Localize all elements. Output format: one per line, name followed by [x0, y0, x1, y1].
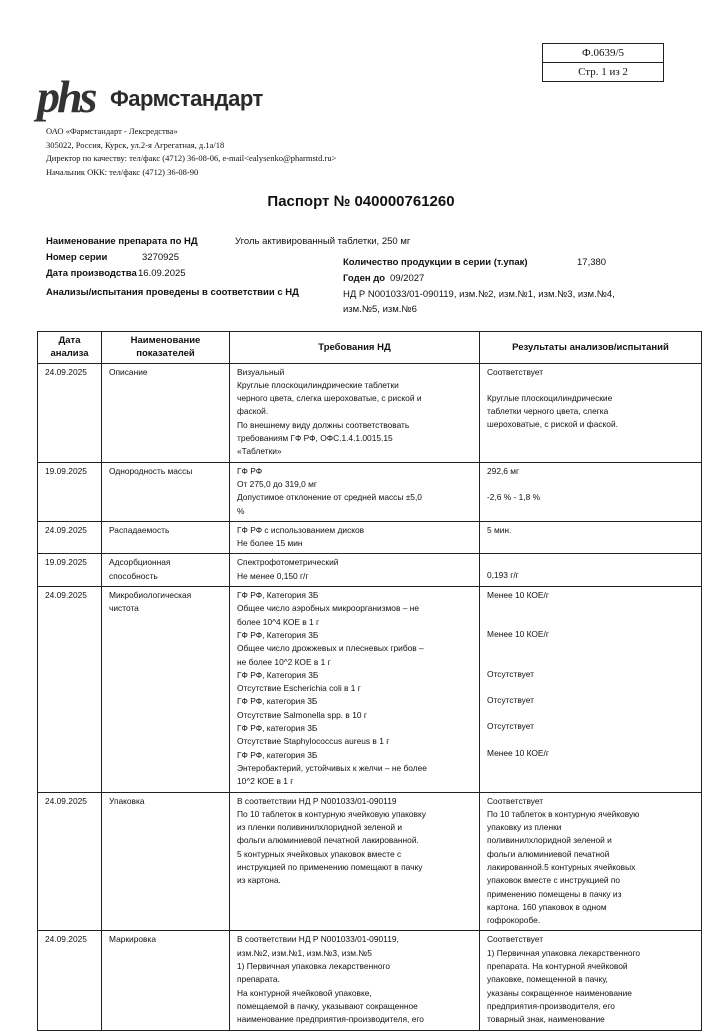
cell-line: изм.№2, изм.№1, изм.№3, изм.№5: [237, 947, 372, 958]
logo-mark: phs: [37, 71, 95, 122]
cell-line: из пленки поливинилхлоридной зеленой и: [237, 822, 403, 833]
table-header-row: [38, 332, 702, 364]
cell-line: Упаковка: [109, 795, 145, 806]
cell-line: -2,6 % - 1,8 %: [487, 491, 541, 502]
cell-requirements: [230, 462, 480, 521]
cell-line: картона. 160 упаковок в одном: [487, 901, 607, 912]
series-value: 3270925: [142, 252, 179, 263]
cell-results: [480, 521, 702, 554]
cell-line: «Таблетки»: [237, 446, 282, 457]
cell-line: В соответствии НД Р N001033/01-090119: [237, 795, 397, 806]
cell-line: Микробиологическая: [109, 590, 192, 601]
cell-line: В соответствии НД Р N001033/01-090119,: [237, 934, 399, 945]
cell-line: Описание: [109, 366, 148, 377]
cell-line: Соответствует: [487, 795, 544, 806]
cell-indicator: [102, 554, 230, 587]
company-address-block: [46, 125, 336, 179]
logo-name: Фармстандарт: [110, 86, 263, 111]
form-code: Ф.0639/5: [582, 47, 624, 59]
cell-line: [487, 734, 697, 747]
cell-line: черного цвета, слегка шероховатые, с риской и: [237, 393, 422, 404]
cell-line: препарата.: [237, 974, 280, 985]
cell-indicator: [102, 792, 230, 931]
cell-date: [38, 587, 102, 792]
cell-line: Менее 10 КОЕ/г: [487, 629, 549, 640]
quality-director-contact: Директор по качеству: тел/факс (4712) 36-08-06, e-mail<ealysenko@pharmstd.ru>: [46, 153, 337, 163]
cell-line: Круглые плоскоцилиндрические: [487, 392, 613, 403]
table-row: [38, 363, 702, 462]
cell-line: чистота: [109, 603, 139, 614]
cell-indicator: [102, 931, 230, 1030]
cell-line: применению помещены в пачку из: [487, 888, 622, 899]
header-results: Результаты анализов/испытаний: [480, 332, 702, 364]
cell-line: Отсутствует: [487, 694, 534, 705]
cell-line: помещаемой в пачку, указывают сокращенное: [237, 1000, 418, 1011]
cell-line: %: [237, 505, 245, 516]
cell-results: [480, 792, 702, 931]
cell-line: [487, 707, 697, 720]
nd-value-line-1: НД Р N001033/01-090119, изм.№2, изм.№1, изм.№3, изм.№4,: [343, 289, 615, 300]
cell-line: наименование предприятия-производителя, его: [237, 1014, 424, 1025]
cell-line: Соответствует: [487, 366, 544, 377]
cell-line: лакированной.5 контурных ячейковых: [487, 861, 636, 872]
cell-line: [487, 642, 697, 655]
nd-label: Анализы/испытания проведены в соответствии с НД: [46, 287, 299, 298]
cell-line: 24.09.2025: [45, 590, 87, 601]
cell-line: По внешнему виду должны соответствовать: [237, 419, 410, 430]
cell-line: [487, 615, 697, 628]
cell-date: [38, 363, 102, 462]
cell-line: 292,6 мг: [487, 465, 520, 476]
expiry-label: Годен до: [343, 273, 386, 284]
table-row: [38, 587, 702, 792]
company-address: 305022, Россия, Курск, ул.2-я Агрегатная, д.1а/18: [46, 139, 225, 150]
cell-line: Общее число аэробных микроорганизмов – не: [237, 603, 420, 614]
cell-line: указаны сокращенное наименование: [487, 987, 632, 998]
cell-line: Энтеробактерий, устойчивых к желчи – не более: [237, 762, 427, 773]
cell-line: Отсутствует: [487, 721, 534, 732]
cell-line: Отсутствие Staphylococcus aureus в 1 г: [237, 736, 390, 747]
production-date-label: Дата производства: [46, 268, 137, 279]
passport-title: Паспорт № 040000761260: [267, 193, 455, 210]
cell-line: препарата. На контурной ячейковой: [487, 961, 628, 972]
cell-line: из картона.: [237, 875, 281, 886]
cell-line: упаковок вместе с инструкцией по: [487, 875, 621, 886]
cell-indicator: [102, 587, 230, 792]
table-row: [38, 931, 702, 1030]
cell-line: ГФ РФ, Категория 3Б: [237, 629, 319, 640]
cell-line: 1) Первичная упаковка лекарственного: [237, 961, 391, 972]
cell-line: Визуальный: [237, 366, 285, 377]
cell-indicator: [102, 462, 230, 521]
page-number: Стр. 1 из 2: [543, 62, 663, 81]
cell-line: 5 мин.: [487, 524, 512, 535]
cell-line: способность: [109, 570, 158, 581]
cell-line: 24.09.2025: [45, 934, 87, 945]
cell-line: На контурной ячейковой упаковке,: [237, 987, 372, 998]
cell-line: 5 контурных ячейковых упаковок вместе с: [237, 848, 402, 859]
cell-line: По 10 таблеток в контурную ячейковую упаковку: [237, 808, 426, 819]
cell-line: 0,193 г/г: [487, 570, 519, 581]
analysis-table: [37, 331, 702, 1031]
cell-line: Не более 15 мин: [237, 538, 303, 549]
cell-results: [480, 363, 702, 462]
cell-line: ГФ РФ, категория 3Б: [237, 696, 318, 707]
cell-indicator: [102, 521, 230, 554]
cell-line: Менее 10 КОЕ/г: [487, 590, 549, 601]
cell-line: шероховатые, с риской и фаской.: [487, 419, 618, 430]
nd-value-line-2: изм.№5, изм.№6: [343, 304, 417, 315]
cell-line: Отсутствие Salmonella spp. в 10 г: [237, 709, 367, 720]
cell-line: 24.09.2025: [45, 795, 87, 806]
cell-date: [38, 554, 102, 587]
cell-line: Отсутствует: [487, 668, 534, 679]
cell-line: Не менее 0,150 г/г: [237, 570, 309, 581]
cell-line: Отсутствие Escherichia coli в 1 г: [237, 683, 361, 694]
cell-line: таблетки черного цвета, слегка: [487, 406, 609, 417]
header-indicator: Наименование показателей: [102, 332, 230, 364]
cell-results: [480, 554, 702, 587]
cell-line: 10^2 КОЕ в 1 г: [237, 776, 294, 787]
cell-line: Спектрофотометрический: [237, 557, 339, 568]
cell-line: 19.09.2025: [45, 557, 87, 568]
cell-requirements: [230, 792, 480, 931]
cell-date: [38, 521, 102, 554]
cell-results: [480, 462, 702, 521]
cell-requirements: [230, 521, 480, 554]
cell-line: ГФ РФ, категория 3Б: [237, 749, 318, 760]
cell-line: упаковку из пленки: [487, 822, 562, 833]
cell-line: товарный знак, наименование: [487, 1014, 605, 1025]
drug-value: Уголь активированный таблетки, 250 мг: [235, 236, 411, 247]
table-row: [38, 554, 702, 587]
cell-line: Общее число дрожжевых и плесневых грибов –: [237, 643, 424, 654]
cell-line: 24.09.2025: [45, 524, 87, 535]
cell-line: поливинилхлоридной зеленой и: [487, 835, 612, 846]
cell-results: [480, 587, 702, 792]
cell-line: Допустимое отклонение от средней массы ±5,0: [237, 492, 422, 503]
cell-line: [487, 556, 697, 569]
table-row: [38, 792, 702, 931]
table-row: [38, 521, 702, 554]
cell-line: [487, 379, 697, 392]
cell-line: [487, 478, 697, 491]
company-name: ОАО «Фармстандарт - Лексредства»: [46, 126, 178, 136]
cell-line: ГФ РФ, Категория 3Б: [237, 590, 319, 601]
cell-line: Маркировка: [109, 934, 156, 945]
cell-date: [38, 792, 102, 931]
cell-line: Однородность массы: [109, 465, 193, 476]
cell-line: фольги алюминиевой печатной: [487, 848, 610, 859]
cell-requirements: [230, 931, 480, 1030]
quantity-value: 17,380: [577, 257, 607, 268]
cell-line: фольги алюминиевой печатной лакированной.: [237, 835, 419, 846]
okk-contact: Начальник ОКК: тел/факс (4712) 36-08-90: [46, 166, 199, 177]
header-requirements: Требования НД: [230, 332, 480, 364]
cell-line: Адсорбционная: [109, 557, 171, 568]
cell-line: предприятия-производителя, его: [487, 1000, 615, 1011]
quantity-label: Количество продукции в серии (т.упак): [343, 257, 528, 268]
cell-line: Менее 10 КОЕ/г: [487, 747, 549, 758]
expiry-value: 09/2027: [390, 273, 425, 284]
cell-line: фаской.: [237, 406, 269, 417]
cell-date: [38, 931, 102, 1030]
cell-line: [487, 602, 697, 615]
cell-date: [38, 462, 102, 521]
cell-requirements: [230, 587, 480, 792]
production-date-value: 16.09.2025: [138, 268, 186, 279]
cell-line: ГФ РФ, категория 3Б: [237, 723, 318, 734]
cell-line: более 10^4 КОЕ в 1 г: [237, 616, 320, 627]
form-code-box: [542, 43, 664, 82]
cell-line: 1) Первичная упаковка лекарственного: [487, 947, 641, 958]
series-label: Номер серии: [46, 252, 108, 263]
cell-line: [487, 655, 697, 668]
header-date: Дата анализа: [38, 332, 102, 364]
cell-line: не более 10^2 КОЕ в 1 г: [237, 656, 331, 667]
drug-label: Наименование препарата по НД: [46, 236, 198, 247]
table-row: [38, 462, 702, 521]
cell-line: 19.09.2025: [45, 465, 87, 476]
cell-line: Распадаемость: [109, 524, 170, 535]
cell-requirements: [230, 554, 480, 587]
cell-line: От 275,0 до 319,0 мг: [237, 478, 317, 489]
cell-line: По 10 таблеток в контурную ячейковую: [487, 808, 640, 819]
cell-line: Круглые плоскоцилиндрические таблетки: [237, 379, 399, 390]
cell-line: требованиям ГФ РФ, ОФС.1.4.1.0015.15: [237, 433, 393, 444]
cell-requirements: [230, 363, 480, 462]
cell-line: инструкцией по применению помещают в пачку: [237, 861, 423, 872]
cell-line: гофрокоробе.: [487, 915, 541, 926]
cell-line: [487, 681, 697, 694]
cell-line: ГФ РФ: [237, 465, 263, 476]
cell-line: 24.09.2025: [45, 366, 87, 377]
cell-results: [480, 931, 702, 1030]
cell-indicator: [102, 363, 230, 462]
cell-line: ГФ РФ с использованием дисков: [237, 524, 365, 535]
cell-line: Соответствует: [487, 934, 544, 945]
cell-line: упаковке, помещенной в пачку,: [487, 974, 608, 985]
cell-line: ГФ РФ, Категория 3Б: [237, 669, 319, 680]
